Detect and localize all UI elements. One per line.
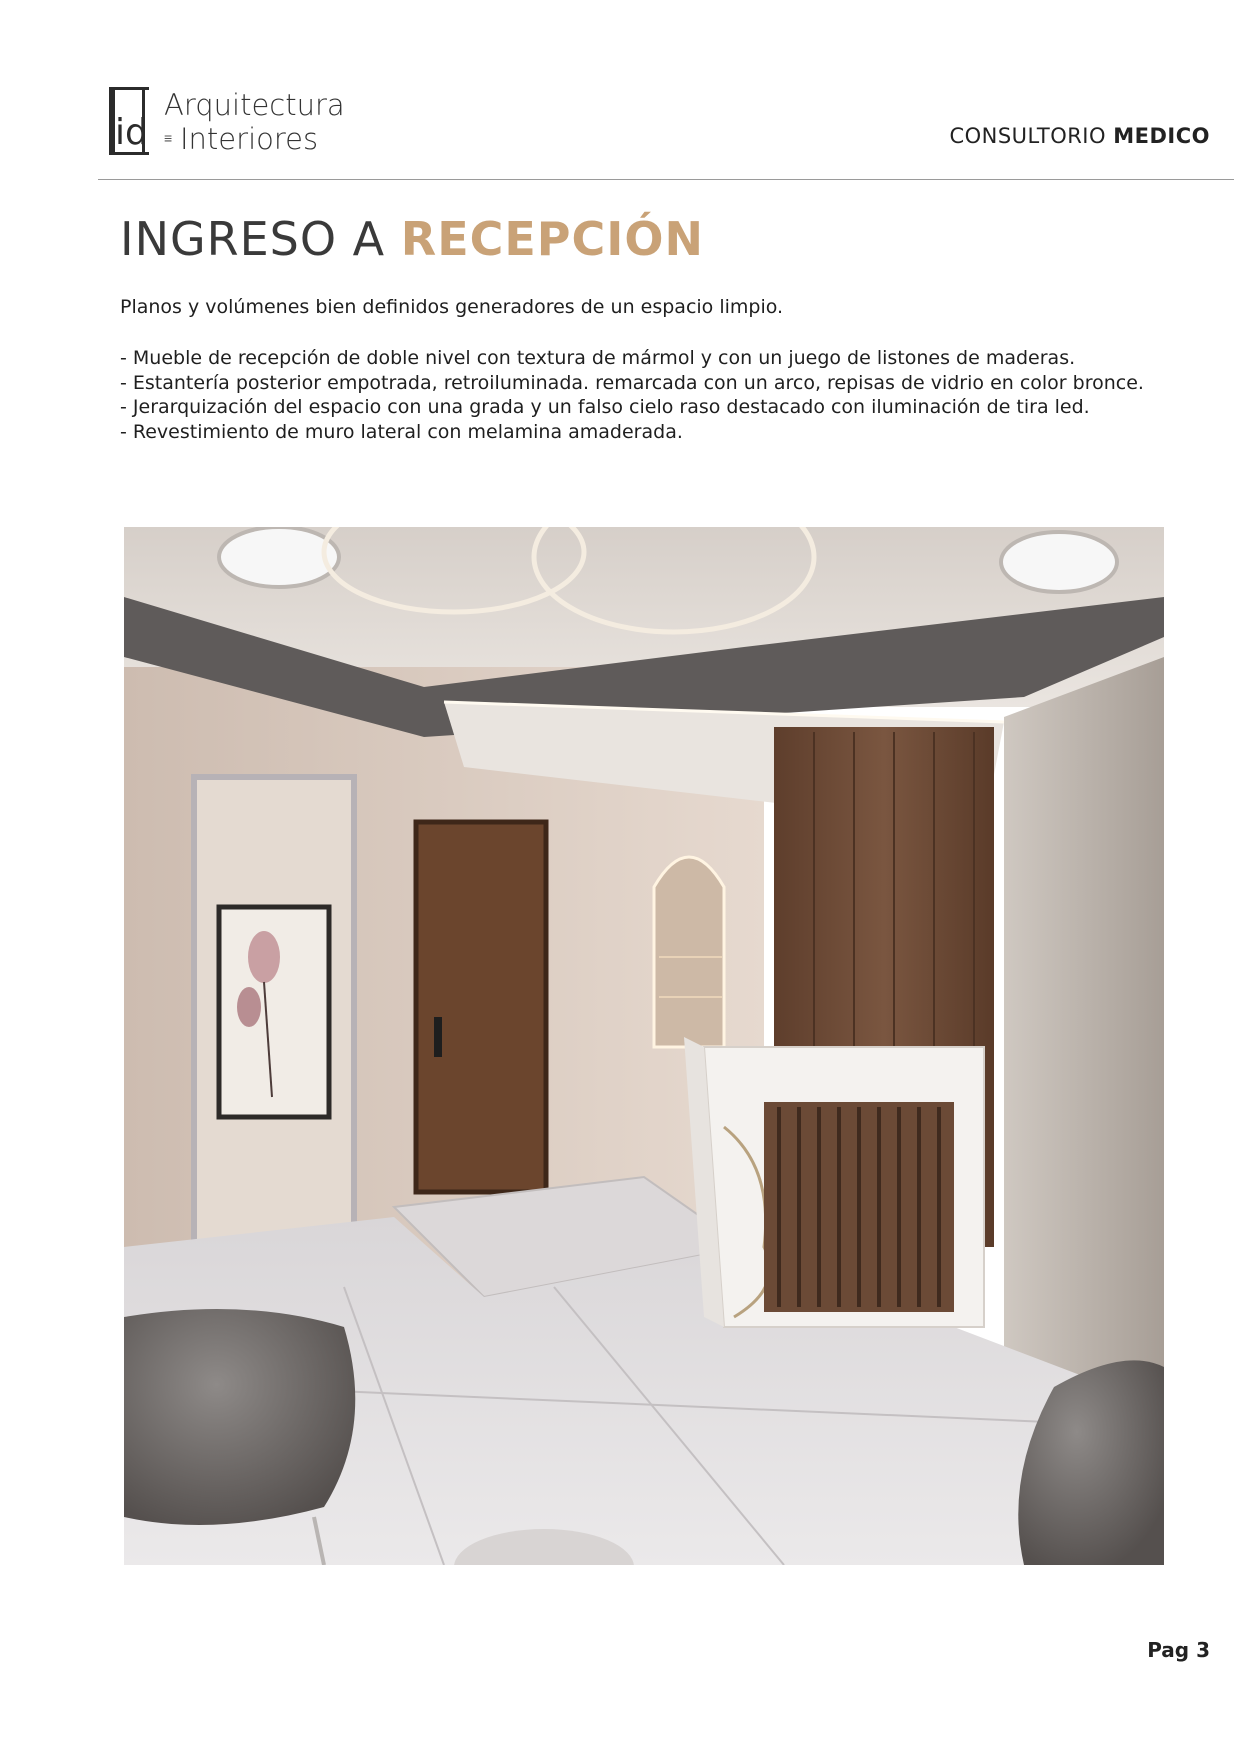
page-number: Pag 3	[1147, 1638, 1210, 1662]
intro-text: Planos y volúmenes bien definidos generadores de un espacio limpio.	[120, 296, 784, 318]
brand-logo	[108, 84, 378, 164]
feature-item: - Mueble de recepción de doble nivel con textura de mármol y con un juego de listones de maderas.	[120, 347, 1076, 369]
brand-line-2: Interiores	[180, 122, 319, 156]
header-divider	[98, 179, 1234, 180]
feature-item: - Revestimiento de muro lateral con melamina amaderada.	[120, 420, 683, 443]
brand-name	[164, 88, 345, 156]
logo-mark-text: id	[115, 112, 148, 153]
feature-item: - Estantería posterior empotrada, retroiluminada. remarcada con un arco, repisas de vidrio en color bronce.	[120, 371, 1144, 394]
reception-render-image	[124, 527, 1164, 1565]
doc-type-bold: MEDICO	[1113, 124, 1210, 148]
title-accent: RECEPCIÓN	[400, 212, 704, 266]
document-type	[949, 124, 1210, 148]
e-mark-icon: ≡	[164, 131, 172, 147]
feature-item: - Jerarquización del espacio con una grada y un falso cielo raso destacado con iluminación de tira led.	[120, 396, 1090, 418]
doc-type-light: CONSULTORIO	[949, 124, 1107, 148]
feature-list	[120, 346, 1190, 444]
id-logo-icon	[108, 86, 150, 156]
title-main: INGRESO A	[120, 212, 386, 266]
brand-line-1: Arquitectura	[164, 88, 345, 122]
page-title	[120, 212, 704, 266]
render-illustration	[124, 527, 1164, 1565]
